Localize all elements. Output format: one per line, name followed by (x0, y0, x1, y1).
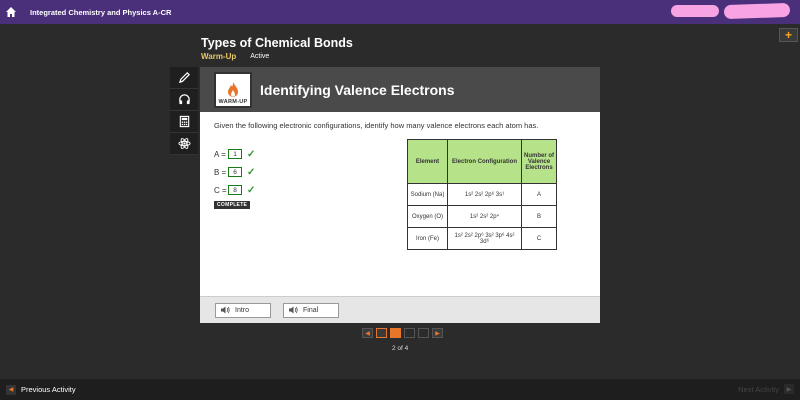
tool-calculator[interactable] (170, 111, 198, 133)
config-cell: 1s² 2s² 2p⁴ (448, 206, 522, 228)
next-activity-label: Next Activity (738, 384, 779, 394)
speaker-icon (289, 306, 298, 314)
element-cell: Oxygen (O) (408, 206, 448, 228)
table-row (408, 184, 557, 206)
redacted-user-info (671, 5, 719, 17)
page-indicator: 2 of 4 (392, 345, 409, 352)
top-bar (0, 0, 800, 24)
speaker-icon (221, 306, 230, 314)
answer-input[interactable]: 8 (228, 185, 242, 195)
previous-activity-label: Previous Activity (21, 385, 76, 394)
table-row (408, 206, 557, 228)
arrow-left-icon: ◀ (6, 385, 16, 395)
previous-activity-button[interactable] (6, 385, 76, 395)
arrow-right-icon: ▶ (784, 384, 794, 394)
calculator-icon (178, 115, 191, 128)
page-dot-3[interactable] (404, 328, 415, 338)
answer-input[interactable]: 1 (228, 149, 242, 159)
plus-icon: + (784, 28, 792, 42)
question-prompt: Given the following electronic configurations, identify how many valence electrons each atom has. (214, 121, 539, 130)
tool-periodic[interactable] (170, 133, 198, 155)
electron-config-table (407, 139, 557, 250)
complete-badge: COMPLETE (214, 201, 250, 209)
prev-page-button[interactable] (362, 328, 373, 338)
checkmark-icon: ✓ (247, 184, 256, 196)
column-header: Electron Configuration (448, 140, 522, 184)
answer-label: C = (214, 185, 227, 195)
badge-text: WARM-UP (218, 98, 248, 105)
answer-row (214, 163, 255, 181)
element-cell: Iron (Fe) (408, 228, 448, 250)
activity-status: Active (250, 53, 270, 60)
home-icon (5, 6, 17, 18)
answer-row (214, 145, 255, 163)
config-cell: 1s² 2s² 2p⁶ 3s² 3p⁶ 4s² 3d⁶ (448, 228, 522, 250)
headphones-icon (178, 93, 191, 106)
table-header-row (408, 140, 557, 184)
card-footer (200, 296, 600, 323)
intro-audio-button[interactable] (215, 303, 271, 318)
valence-cell: B (522, 206, 557, 228)
home-button[interactable] (0, 0, 22, 24)
redacted-user-name (724, 3, 790, 19)
page-dot-4[interactable] (418, 328, 429, 338)
answer-row (214, 181, 255, 199)
checkmark-icon: ✓ (247, 166, 256, 178)
lesson-title: Types of Chemical Bonds (201, 36, 353, 50)
card-header (200, 67, 600, 112)
answer-label: A = (214, 149, 226, 159)
tool-sidebar (170, 67, 198, 155)
page-dot-1[interactable] (376, 328, 387, 338)
answer-label: B = (214, 167, 227, 177)
add-button[interactable] (779, 28, 798, 42)
next-page-button[interactable] (432, 328, 443, 338)
column-header: Number of Valence Electrons (522, 140, 557, 184)
element-cell: Sodium (Na) (408, 184, 448, 206)
atom-icon (178, 137, 191, 150)
course-title: Integrated Chemistry and Physics A-CR (30, 7, 172, 17)
warm-up-badge (214, 72, 252, 108)
answer-list (214, 145, 255, 209)
tool-audio[interactable] (170, 89, 198, 111)
final-audio-button[interactable] (283, 303, 339, 318)
intro-label: Intro (235, 306, 250, 314)
final-label: Final (303, 306, 319, 314)
valence-cell: C (522, 228, 557, 250)
arrow-left-icon: ◀ (365, 330, 370, 337)
card-title: Identifying Valence Electrons (260, 81, 455, 98)
checkmark-icon: ✓ (247, 148, 256, 160)
page-navigator (362, 328, 443, 338)
page-dot-2[interactable] (390, 328, 401, 338)
valence-cell: A (522, 184, 557, 206)
arrow-right-icon: ▶ (435, 330, 440, 337)
column-header: Element (408, 140, 448, 184)
pencil-icon (178, 71, 191, 84)
config-cell: 1s² 2s² 2p⁶ 3s¹ (448, 184, 522, 206)
answer-input[interactable]: 6 (228, 167, 242, 177)
table-row (408, 228, 557, 250)
lesson-subline (201, 52, 269, 61)
next-activity-button[interactable] (738, 384, 794, 394)
tool-pencil[interactable] (170, 67, 198, 89)
activity-type: Warm-Up (201, 52, 237, 61)
activity-card (200, 67, 600, 323)
flame-icon (225, 81, 241, 99)
bottom-bar (0, 379, 800, 400)
